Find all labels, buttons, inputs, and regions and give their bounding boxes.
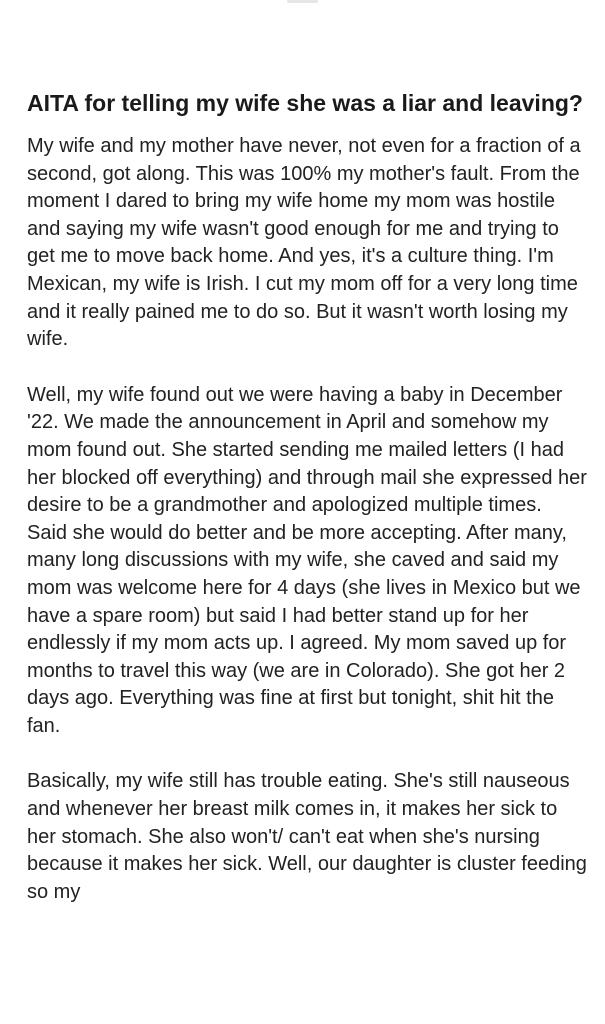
post-paragraph: My wife and my mother have never, not even for a fraction of a second, got along. This was 100% my mother's fault. From the moment I dared to bring my wife home my mom was hostile and saying my wife wasn't good enough for me and trying to get me to move back home. And yes, it's a culture thing. I'm Mexican, my wife is Irish. I cut my mom off for a very long time and it really pained me to do so. But it wasn't worth losing my wife. — [27, 135, 581, 351]
post-paragraph: Basically, my wife still has trouble eating. She's still nauseous and whenever her breast milk comes in, it makes her sick to her stomach. She also won't/ can't eat when she's nursing because it makes her sick. Well, our daughter is cluster feeding so my — [27, 770, 587, 903]
post-body — [27, 133, 587, 906]
post — [27, 88, 587, 934]
drag-handle[interactable] — [287, 0, 318, 3]
post-title: AITA for telling my wife she was a liar and leaving? — [27, 90, 583, 116]
post-paragraph: Well, my wife found out we were having a baby in December '22. We made the announcement in April and somehow my mom found out. She started sending me mailed letters (I had her blocked off everything) and through mail she expressed her desire to be a grandmother and apologized multiple times. Said she would do better and be more accepting. After many, many long discussions with my wife, she caved and said my mom was welcome here for 4 days (she lives in Mexico but we have a spare room) but said I had better stand up for her endlessly if my mom acts up. I agreed. My mom saved up for months to travel this way (we are in Colorado). She got her 2 days ago. Everything was fine at first but tonight, shit hit the fan. — [27, 383, 587, 737]
top-bar — [0, 0, 605, 60]
